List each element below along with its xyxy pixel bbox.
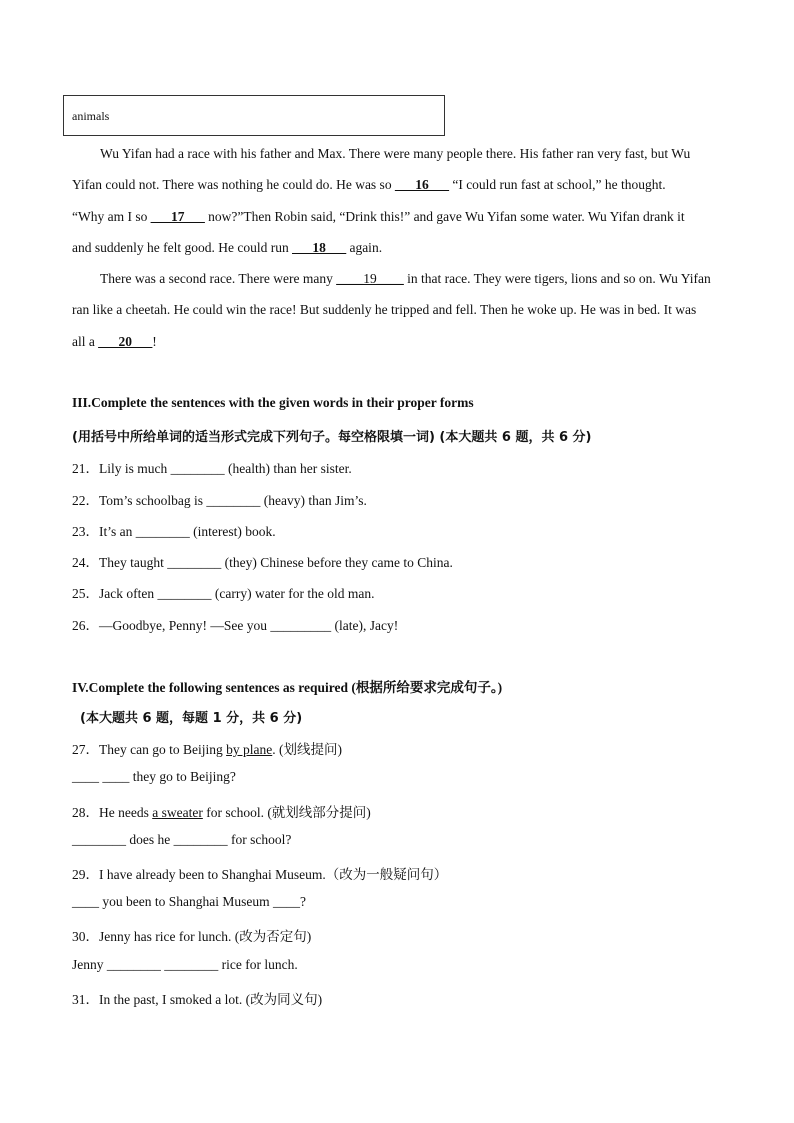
question-22: 22．Tom’s schoolbag is ________ (heavy) than Jim’s.	[72, 493, 367, 508]
underlined-part: by plane	[226, 742, 273, 757]
question-24: 24．They taught ________ (they) Chinese before they came to China.	[72, 555, 453, 570]
question-29: 29．I have already been to Shanghai Museum.（改为一般疑问句）	[72, 867, 448, 882]
question-26: 26．—Goodbye, Penny! —See you _________ (late), Jacy!	[72, 618, 399, 633]
word-box-text: animals	[72, 109, 110, 123]
section-3-subtitle: (用括号中所给单词的适当形式完成下列句子。每空格限填一词) (本大题共 6 题，共 6 分)	[72, 430, 592, 445]
passage-line: Yifan could not. There was nothing he could do. He was so ___16___ “I could run fast at school,” he thought.	[72, 177, 666, 193]
blank-19[interactable]: ____19____	[336, 271, 404, 286]
blank-17[interactable]: ___17___	[150, 208, 205, 224]
question-25: 25．Jack often ________ (carry) water for the old man.	[72, 586, 375, 601]
blank-16[interactable]: ___16___	[394, 177, 449, 193]
question-21: 21．Lily is much ________ (health) than her sister.	[72, 461, 352, 476]
section-3-title: III.Complete the sentences with the given words in their proper forms	[72, 395, 474, 410]
section-4-title: IV.Complete the following sentences as required (根据所给要求完成句子。)	[72, 680, 503, 695]
passage-paragraph-1	[72, 138, 720, 263]
question-30: 30．Jenny has rice for lunch. (改为否定句)	[72, 929, 312, 944]
passage-line: all a ___20___!	[72, 333, 157, 349]
question-27: 27．They can go to Beijing by plane. (划线提问)	[72, 742, 342, 757]
passage-paragraph-2	[72, 263, 720, 357]
passage-line: Wu Yifan had a race with his father and Max. There were many people there. His father ran very fast, but Wu	[100, 146, 691, 161]
passage-line: There was a second race. There were many ____19____ in that race. They were tigers, lions and so on. Wu Yifan	[100, 271, 711, 286]
question-31: 31．In the past, I smoked a lot. (改为同义句)	[72, 992, 323, 1007]
underlined-part: a sweater	[152, 805, 203, 820]
blank-20[interactable]: ___20___	[98, 333, 153, 349]
question-23: 23．It’s an ________ (interest) book.	[72, 524, 276, 539]
word-box	[63, 95, 445, 136]
answer-29: ____ you been to Shanghai Museum ____?	[72, 894, 306, 909]
passage-line: “Why am I so ___17___ now?”Then Robin said, “Drink this!” and gave Wu Yifan some water. Wu Yifan drank it	[72, 208, 685, 224]
passage-line: and suddenly he felt good. He could run ___18___ again.	[72, 239, 383, 255]
blank-18[interactable]: ___18___	[292, 239, 347, 255]
section-4-subtitle: (本大题共 6 题，每题 1 分，共 6 分)	[80, 711, 303, 726]
passage-line: ran like a cheetah. He could win the race! But suddenly he tripped and fell. Then he woke up. He was in bed. It was	[72, 302, 697, 318]
answer-28: ________ does he ________ for school?	[72, 832, 292, 847]
answer-27: ____ ____ they go to Beijing?	[72, 769, 236, 784]
question-28: 28．He needs a sweater for school. (就划线部分提问)	[72, 805, 371, 820]
answer-30: Jenny ________ ________ rice for lunch.	[72, 957, 298, 972]
